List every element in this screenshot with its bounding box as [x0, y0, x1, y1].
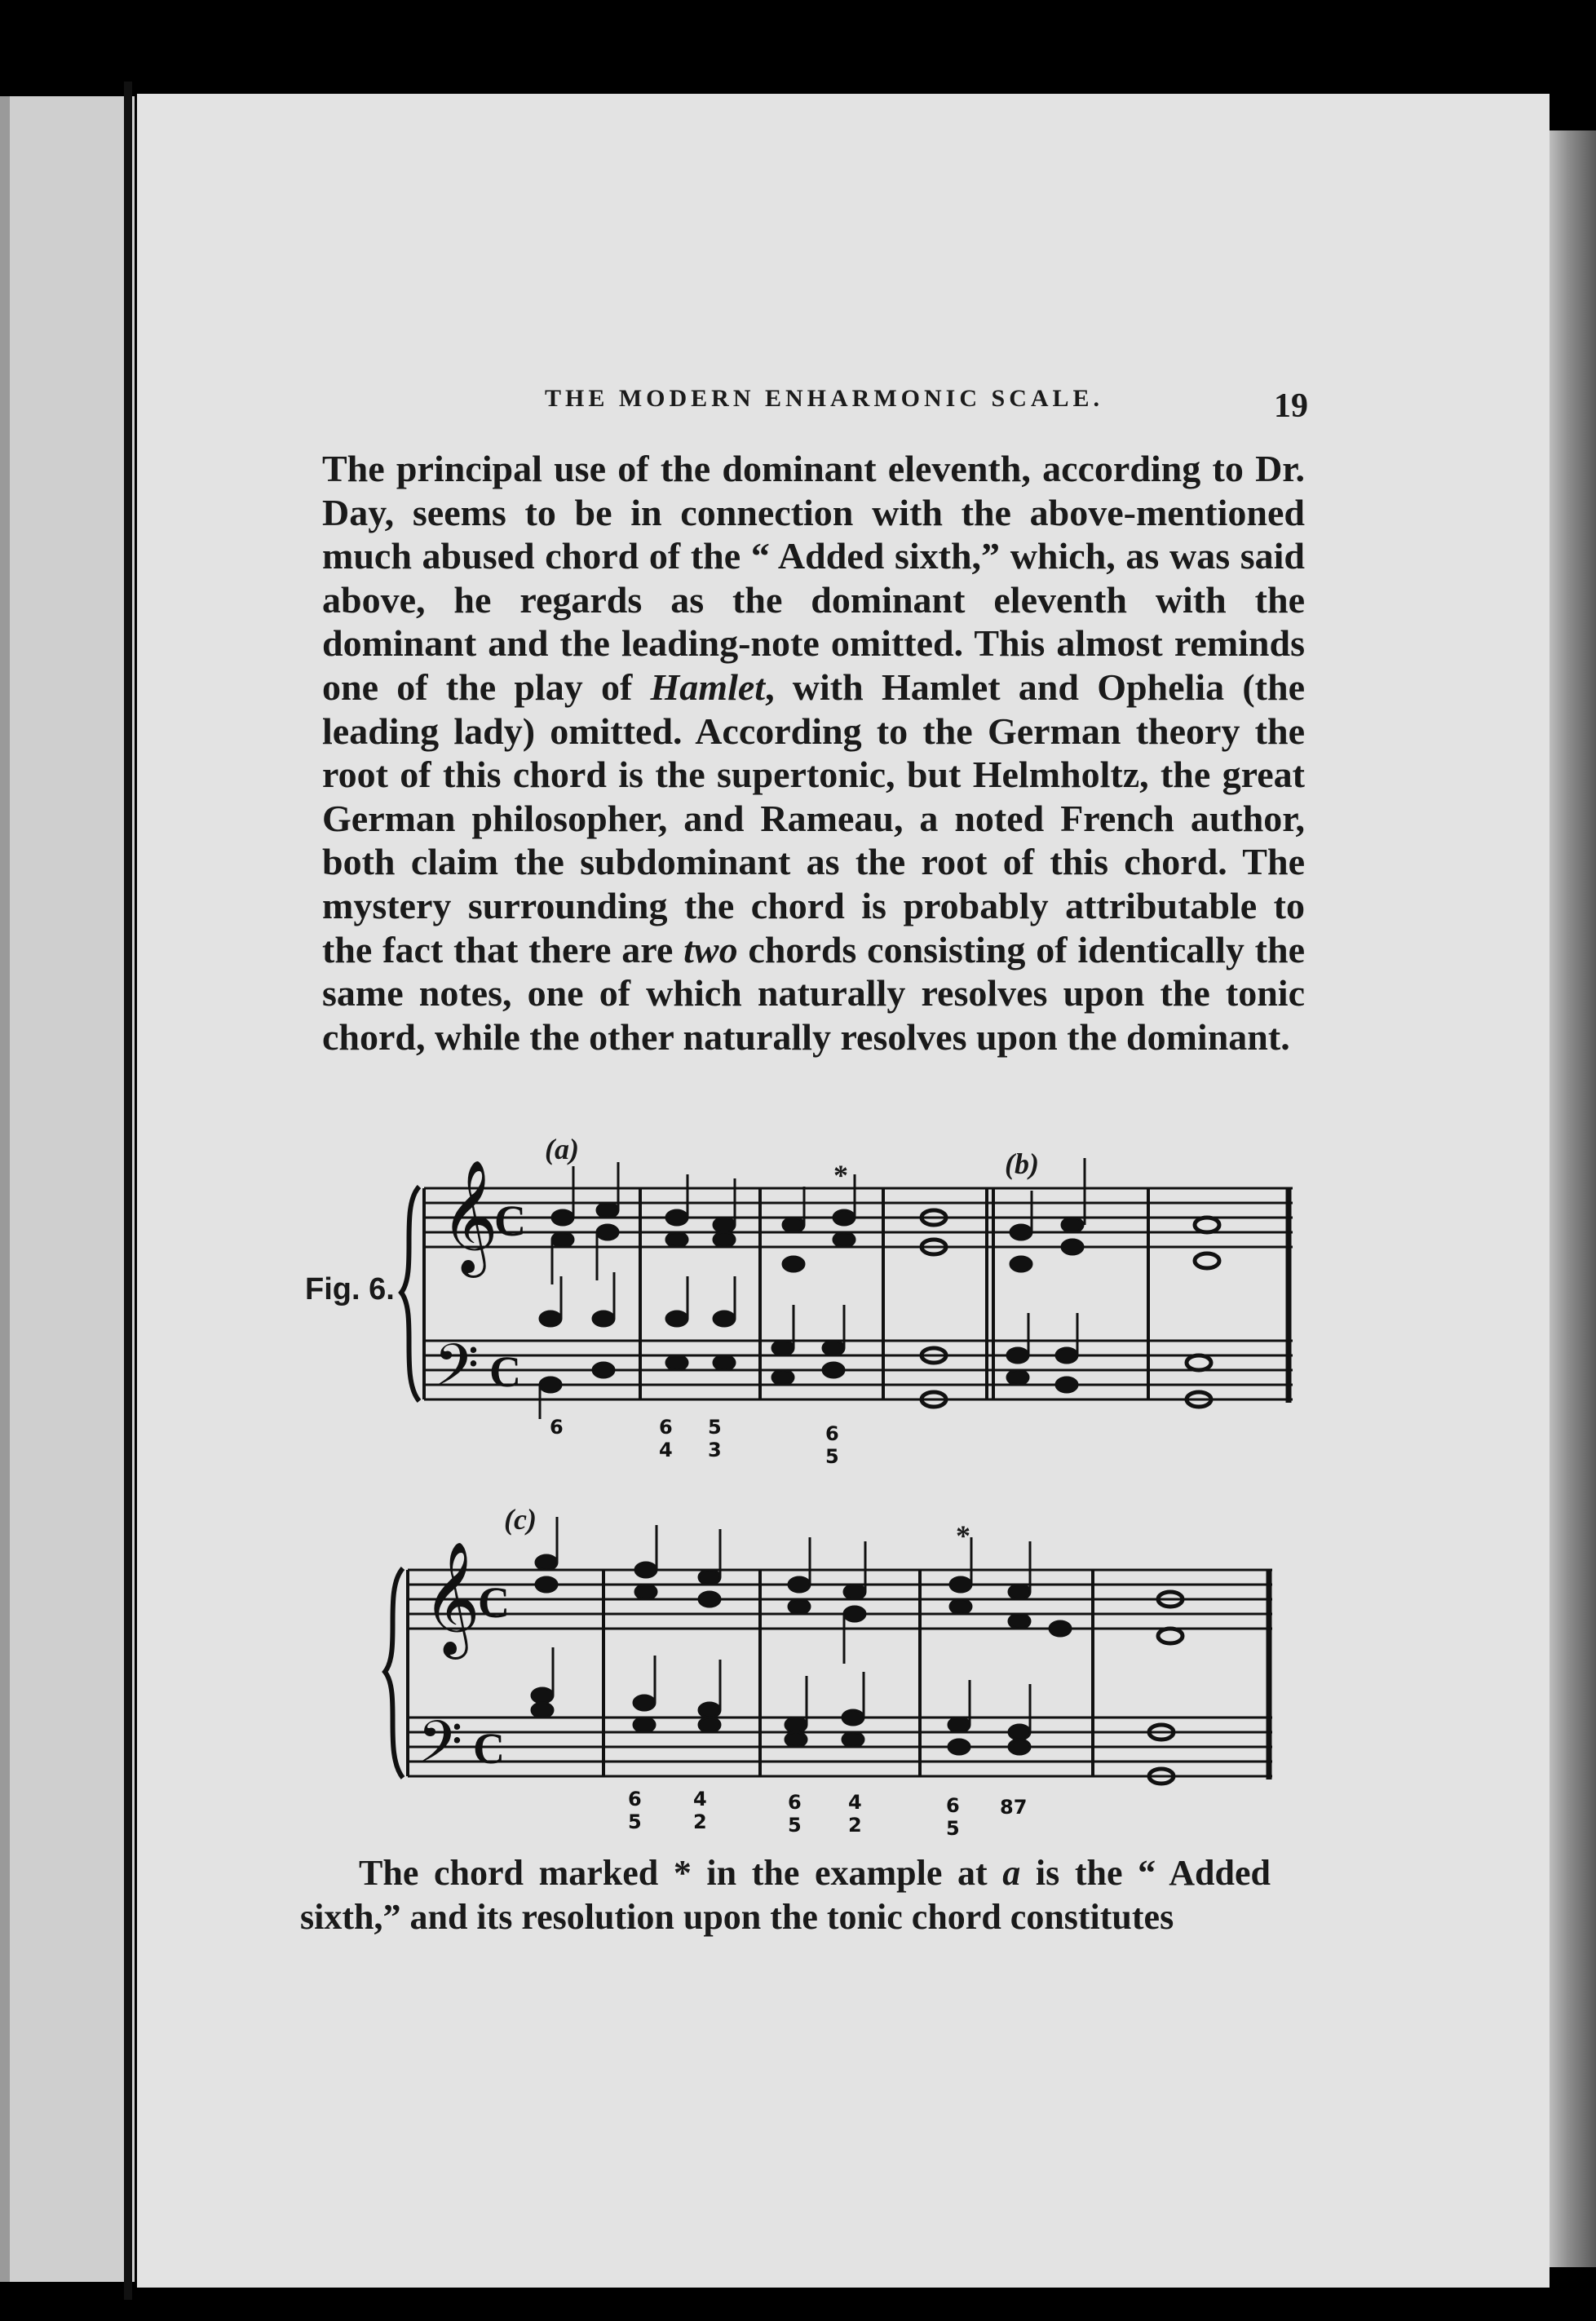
- asterisk-mark-1: *: [833, 1159, 848, 1191]
- page-number: 19: [1274, 387, 1308, 425]
- time-sig-1b: C: [489, 1347, 521, 1396]
- bass-clef-1: 𝄢: [434, 1332, 480, 1413]
- fig-2-5-top: 6: [946, 1794, 960, 1817]
- fig-1-1-top: 6: [550, 1416, 564, 1439]
- emphasis-two: two: [683, 928, 738, 970]
- fig-1-4-bottom: 5: [825, 1445, 839, 1468]
- fig-2-1-bottom: 5: [628, 1810, 642, 1833]
- brace-2: [385, 1568, 403, 1778]
- asterisk-mark-2: *: [956, 1519, 970, 1552]
- bass-staff-2: [408, 1718, 1272, 1776]
- body-text-part-1: The principal use of the dominant eleventh, according to Dr. Day, seems to be in connection with the above-mentioned much abused chord of the “ Added sixth,” which, as was said above, he regards as the dominant eleventh with the dominant and the leading-note omitted. This almost reminds one of the play of: [322, 448, 1305, 708]
- body-text-part-3: chords consisting of identically the same notes, one of which naturally resolves upon the tonic chord, while the other naturally resolves upon the dominant.: [322, 928, 1305, 1058]
- example-c-label: (c): [504, 1503, 537, 1536]
- time-sig-2b: C: [473, 1724, 505, 1773]
- system-2: [385, 1517, 1272, 1790]
- bass-clef-2: 𝄢: [418, 1709, 463, 1790]
- time-sig-1a: C: [494, 1196, 526, 1245]
- fig-2-4-top: 4: [848, 1791, 862, 1814]
- fig-2-2-top: 4: [693, 1788, 707, 1810]
- fig-2-3-top: 6: [788, 1791, 802, 1814]
- figure-label: Fig. 6.: [305, 1272, 395, 1306]
- closing-letter-a: a: [1002, 1853, 1021, 1893]
- fig-2-1-top: 6: [628, 1788, 642, 1810]
- closing-text-part-1: The chord marked * in the example at: [359, 1853, 1003, 1893]
- closing-text-part-2: is the “ Added sixth,” and its resolution upon the tonic chord constitutes: [300, 1853, 1271, 1937]
- fig-2-2-bottom: 2: [693, 1810, 707, 1833]
- brace-1: [401, 1187, 419, 1401]
- fig-1-3-top: 5: [708, 1416, 722, 1439]
- system-1: [401, 1158, 1293, 1419]
- treble-clef-1: 𝄞: [440, 1160, 498, 1273]
- body-text-part-2: , with Hamlet and Ophelia (the leading lady) omitted. According to the German theory the root of this chord is the supertonic, but Helmholtz, the great German philosopher, and Rameau, a noted French author, both claim the subdominant as the root of this chord. The mystery surrounding the chord is probably attributable to the fact that there are: [322, 665, 1305, 970]
- fig-2-4-bottom: 2: [848, 1814, 862, 1837]
- example-b-label: (b): [1005, 1147, 1039, 1180]
- notes-1-treble: [552, 1158, 1219, 1284]
- fig-1-2-top: 6: [659, 1416, 673, 1439]
- fig-2-5-bottom: 5: [946, 1817, 960, 1840]
- fig-2-3-bottom: 5: [788, 1814, 802, 1837]
- fig-1-3-bottom: 3: [708, 1439, 722, 1461]
- treble-clef-2: 𝄞: [422, 1541, 480, 1655]
- example-a-label: (a): [545, 1133, 579, 1165]
- fig-1-4-top: 6: [825, 1422, 839, 1445]
- closing-paragraph: [300, 1851, 1271, 1939]
- notes-2-treble: [536, 1517, 1183, 1664]
- fig-1-2-bottom: 4: [659, 1439, 673, 1461]
- treble-staff-2: [408, 1570, 1272, 1629]
- notes-2-bass: [532, 1647, 1174, 1784]
- hamlet-title: Hamlet: [650, 665, 766, 708]
- fig-2-6-top: 87: [1000, 1796, 1028, 1819]
- running-head: THE MODERN ENHARMONIC SCALE.: [545, 385, 1104, 412]
- time-sig-2a: C: [478, 1578, 510, 1627]
